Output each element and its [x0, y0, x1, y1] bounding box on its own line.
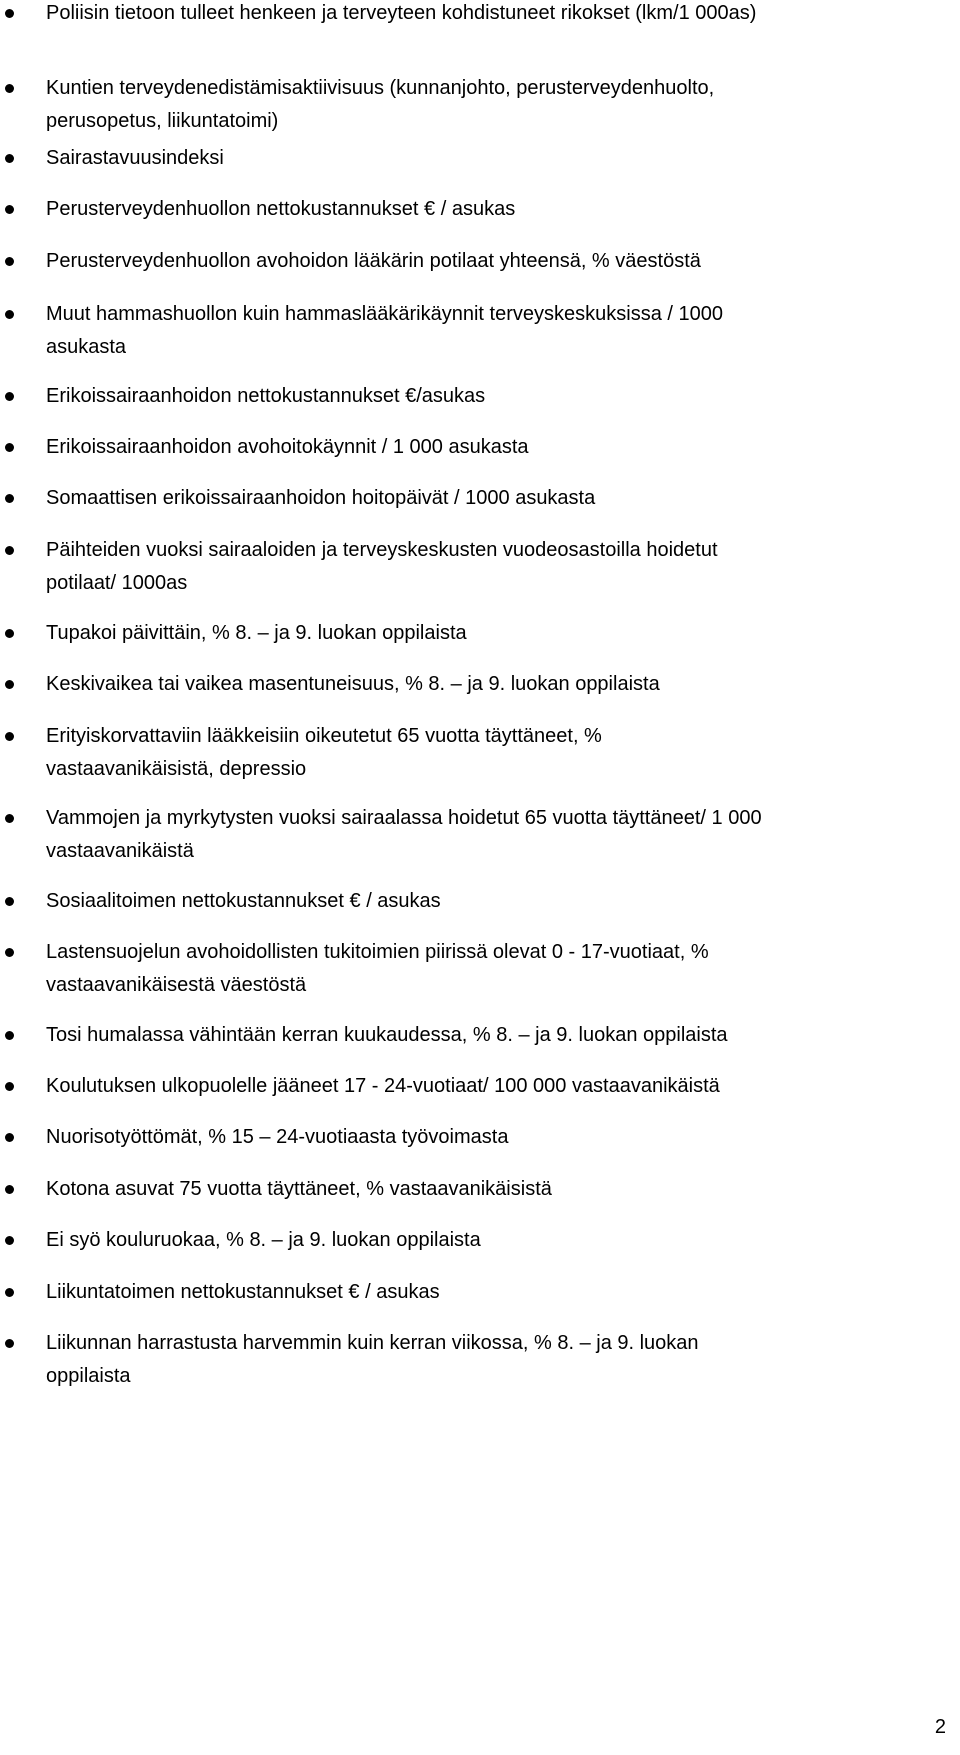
bullet-dot — [5, 154, 14, 163]
list-item-text — [46, 298, 946, 364]
list-item-text — [46, 1070, 946, 1103]
bullet-dot — [5, 546, 14, 555]
bullet-dot — [5, 1082, 14, 1091]
list-item-text — [46, 72, 946, 138]
list-item-line: Liikunnan harrastusta harvemmin kuin kerran viikossa, % 8. – ja 9. luokan — [46, 1332, 699, 1354]
list-item-line: Erikoissairaanhoidon nettokustannukset €/asukas — [46, 385, 486, 407]
list-item-line: Nuorisotyöttömät, % 15 – 24-vuotiaasta työvoimasta — [46, 1126, 509, 1148]
list-item-text — [46, 245, 946, 278]
list-item-line: Päihteiden vuoksi sairaaloiden ja terveyskeskusten vuodeosastoilla hoidetut — [46, 539, 718, 561]
bullet-dot — [5, 1236, 14, 1245]
list-item-line: potilaat/ 1000as — [46, 572, 188, 594]
bullet-dot — [5, 732, 14, 741]
list-item-line: vastaavanikäisistä, depressio — [46, 758, 307, 780]
list-item-text — [46, 431, 946, 464]
list-item-text — [46, 534, 946, 600]
list-item-line: Koulutuksen ulkopuolelle jääneet 17 - 24-vuotiaat/ 100 000 vastaavanikäistä — [46, 1075, 720, 1097]
list-item-line: Muut hammashuollon kuin hammaslääkärikäynnit terveyskeskuksissa / 1000 — [46, 303, 723, 325]
list-item-line: Keskivaikea tai vaikea masentuneisuus, % 8. – ja 9. luokan oppilaista — [46, 673, 660, 695]
list-item-text — [46, 1276, 946, 1309]
list-item-line: Tosi humalassa vähintään kerran kuukaudessa, % 8. – ja 9. luokan oppilaista — [46, 1024, 728, 1046]
list-item-line: Poliisin tietoon tulleet henkeen ja terveyteen kohdistuneet rikokset (lkm/1 000as) — [46, 2, 757, 24]
list-item-text — [46, 885, 946, 918]
bullet-dot — [5, 948, 14, 957]
bullet-dot — [5, 392, 14, 401]
list-item-line: asukasta — [46, 336, 127, 358]
list-item-line: Erityiskorvattaviin lääkkeisiin oikeutetut 65 vuotta täyttäneet, % — [46, 725, 602, 747]
bullet-dot — [5, 1288, 14, 1297]
list-item-text — [46, 617, 946, 650]
bullet-dot — [5, 205, 14, 214]
list-item-text — [46, 193, 946, 226]
list-item-text — [46, 1019, 946, 1052]
bullet-dot — [5, 814, 14, 823]
bullet-dot — [5, 1133, 14, 1142]
bullet-dot — [5, 257, 14, 266]
list-item-line: Tupakoi päivittäin, % 8. – ja 9. luokan oppilaista — [46, 622, 467, 644]
list-item-text — [46, 142, 946, 175]
list-item-text — [46, 936, 946, 1002]
list-item-line: perusopetus, liikuntatoimi) — [46, 110, 279, 132]
bullet-dot — [5, 680, 14, 689]
list-item-line: Lastensuojelun avohoidollisten tukitoimien piirissä olevat 0 - 17-vuotiaat, % — [46, 941, 709, 963]
list-item-line: Sosiaalitoimen nettokustannukset € / asukas — [46, 890, 441, 912]
bullet-dot — [5, 1031, 14, 1040]
list-item-text — [46, 482, 946, 515]
list-item-text — [46, 802, 946, 868]
list-item-line: Sairastavuusindeksi — [46, 147, 224, 169]
list-item-line: Somaattisen erikoissairaanhoidon hoitopäivät / 1000 asukasta — [46, 487, 596, 509]
page-number: 2 — [934, 1716, 946, 1738]
list-item-text — [46, 1224, 946, 1257]
list-item-line: Vammojen ja myrkytysten vuoksi sairaalassa hoidetut 65 vuotta täyttäneet/ 1 000 — [46, 807, 762, 829]
bullet-dot — [5, 494, 14, 503]
list-item-text — [46, 1173, 946, 1206]
list-item-line: Kotona asuvat 75 vuotta täyttäneet, % vastaavanikäisistä — [46, 1178, 552, 1200]
list-item-text — [46, 1327, 946, 1393]
bullet-dot — [5, 897, 14, 906]
list-item-line: Perusterveydenhuollon nettokustannukset € / asukas — [46, 198, 516, 220]
list-item-line: Erikoissairaanhoidon avohoitokäynnit / 1 000 asukasta — [46, 436, 529, 458]
list-item-text — [46, 668, 946, 701]
list-item-line: Ei syö kouluruokaa, % 8. – ja 9. luokan oppilaista — [46, 1229, 481, 1251]
list-item-line: Kuntien terveydenedistämisaktiivisuus (kunnanjohto, perusterveydenhuolto, — [46, 77, 715, 99]
bullet-dot — [5, 443, 14, 452]
bullet-dot — [5, 629, 14, 638]
list-item-text — [46, 720, 946, 786]
bullet-dot — [5, 84, 14, 93]
list-item-line: oppilaista — [46, 1365, 131, 1387]
list-item-line: Perusterveydenhuollon avohoidon lääkärin potilaat yhteensä, % väestöstä — [46, 250, 701, 272]
bullet-dot — [5, 9, 14, 18]
list-item-line: vastaavanikäistä — [46, 840, 194, 862]
list-item-text — [46, 1121, 946, 1154]
bullet-dot — [5, 1185, 14, 1194]
list-item-text — [46, 380, 946, 413]
list-item-line: Liikuntatoimen nettokustannukset € / asukas — [46, 1281, 440, 1303]
list-item-text — [46, 0, 946, 30]
bullet-dot — [5, 1339, 14, 1348]
list-item-line: vastaavanikäisestä väestöstä — [46, 974, 307, 996]
bullet-dot — [5, 310, 14, 319]
